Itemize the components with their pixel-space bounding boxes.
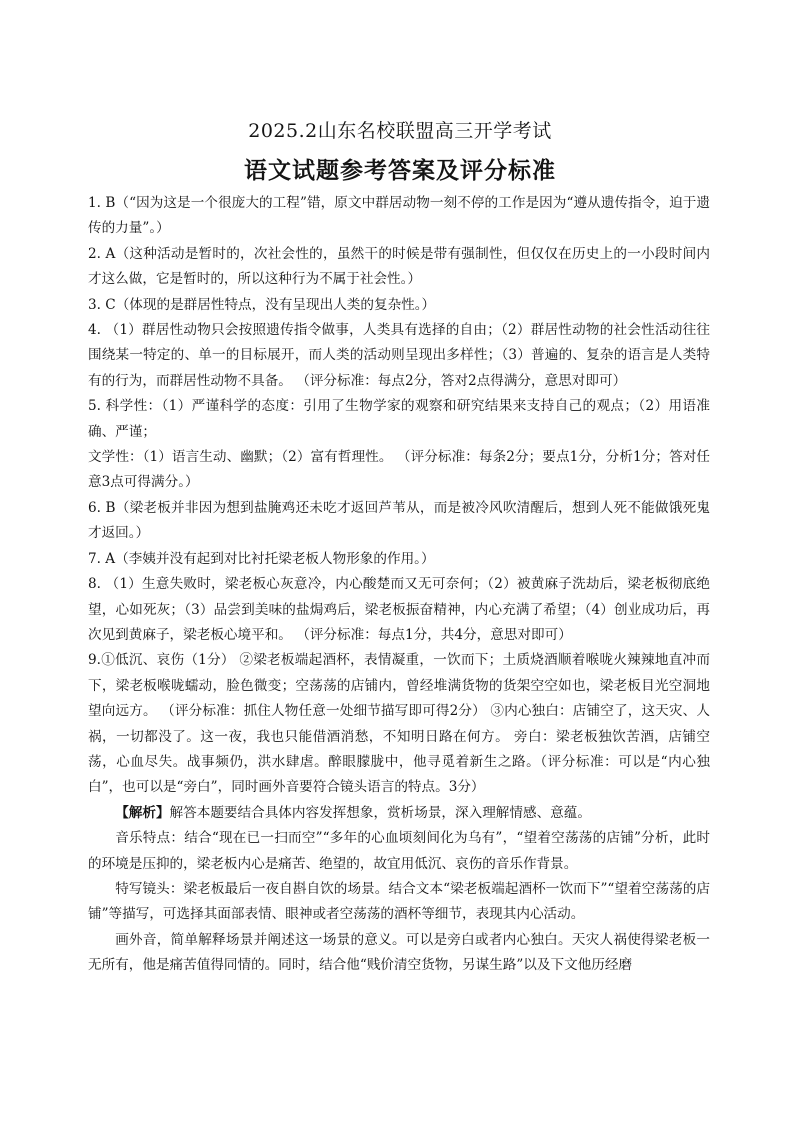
answer-q1: 1. B（“因为这是一个很庞大的工程”错，原文中群居动物一刻不停的工作是因为“遵从遗传指令，迫于遗传的力量”。） — [88, 195, 710, 237]
answer-q4: 4. （1）群居性动物只会按照遗传指令做事，人类具有选择的自由；（2）群居性动物的社会性活动往往围绕某一特定的、单一的目标展开，而人类的活动则呈现出多样性；（3）普遍的、复杂的语言是人类特有的行为，而群居性动物不具备。 （评分标准：每点2分，答对2点得满分，意思对即可） — [88, 322, 710, 389]
answer-q9: 9.①低沉、哀伤（1分） ②梁老板端起酒杯，表情凝重，一饮而下；土质烧酒顺着喉咙火辣辣地直冲而下，梁老板喉咙蠕动，脸色微变；空荡荡的店铺内，曾经堆满货物的货架空空如也，梁老板目光空洞地望向远方。 （评分标准：抓住人物任意一处细节描写即可得2分） ③内心独白：店铺空了，这天灾、人祸，一切都没了。这一夜，我也只能借酒消愁，不知明日路在何方。 旁白：梁老板独饮苦酒，店铺空荡，心血尽失。战事频仍，洪水肆虐。醉眼朦胧中，他寻觅着新生之路。（评分标准：可以是“内心独白”，也可以是“旁白”，同时画外音要符合镜头语言的特点。3分） — [88, 652, 710, 796]
answer-q5-science: 5. 科学性：（1）严谨科学的态度：引用了生物学家的观察和研究结果来支持自己的观点；（2）用语准确、严谨； — [88, 398, 710, 440]
answer-q3: 3. C（体现的是群居性特点，没有呈现出人类的复杂性。） — [88, 296, 436, 313]
document-title: 语文试题参考答案及评分标准 — [244, 157, 556, 184]
answer-q8: 8. （1）生意失败时，梁老板心灰意冷，内心酸楚而又无可奈何；（2）被黄麻子洗劫后，梁老板彻底绝望，心如死灰；（3）品尝到美味的盐焗鸡后，梁老板振奋精神，内心充满了希望；（4）创业成功后，再次见到黄麻子，梁老板心境平和。 （评分标准：每点1分，共4分，意思对即可） — [88, 576, 710, 643]
analysis-intro-text: 解答本题要结合具体内容发挥想象，赏析场景，深入理解情感、意蕴。 — [169, 804, 591, 821]
analysis-voiceover: 画外音，简单解释场景并阐述这一场景的意义。可以是旁白或者内心独白。天灾人祸使得梁老板一无所有，他是痛苦值得同情的。同时，结合他“贱价清空货物，另谋生路”以及下文他历经磨 — [88, 931, 710, 974]
answer-q7: 7. A（李姨并没有起到对比衬托梁老板人物形象的作用。） — [88, 550, 435, 567]
answer-body — [88, 191, 710, 979]
analysis-intro — [88, 801, 710, 826]
exam-title: 2025.2山东名校联盟高三开学考试 — [248, 120, 552, 142]
answer-q5-literary: 文学性：（1）语言生动、幽默；（2）富有哲理性。 （评分标准：每条2分；要点1分，分析1分；答对任意3点可得满分。） — [88, 449, 710, 491]
answer-q2: 2. A（这种活动是暂时的，次社会性的，虽然干的时候是带有强制性，但仅仅在历史上的一小段时间内才这么做，它是暂时的，所以这种行为不属于社会性。） — [88, 245, 710, 288]
analysis-closeup: 特写镜头：梁老板最后一夜自斟自饮的场景。结合文本“梁老板端起酒杯一饮而下”“望着空荡荡的店铺”等描写，可选择其面部表情、眼神或者空荡荡的酒杯等细节，表现其内心活动。 — [88, 880, 710, 923]
analysis-music: 音乐特点：结合“现在已一扫而空”“多年的心血顷刻间化为乌有”，“望着空荡荡的店铺”分析，此时的环境是压抑的，梁老板内心是痛苦、绝望的，故宜用低沉、哀伤的音乐作背景。 — [88, 830, 710, 872]
answer-q6: 6. B（梁老板并非因为想到盐腌鸡还未吃才返回芦苇从，而是被冷风吹清醒后，想到人死不能做饿死鬼才返回。） — [88, 499, 710, 542]
analysis-tag: 【解析】 — [115, 804, 170, 821]
